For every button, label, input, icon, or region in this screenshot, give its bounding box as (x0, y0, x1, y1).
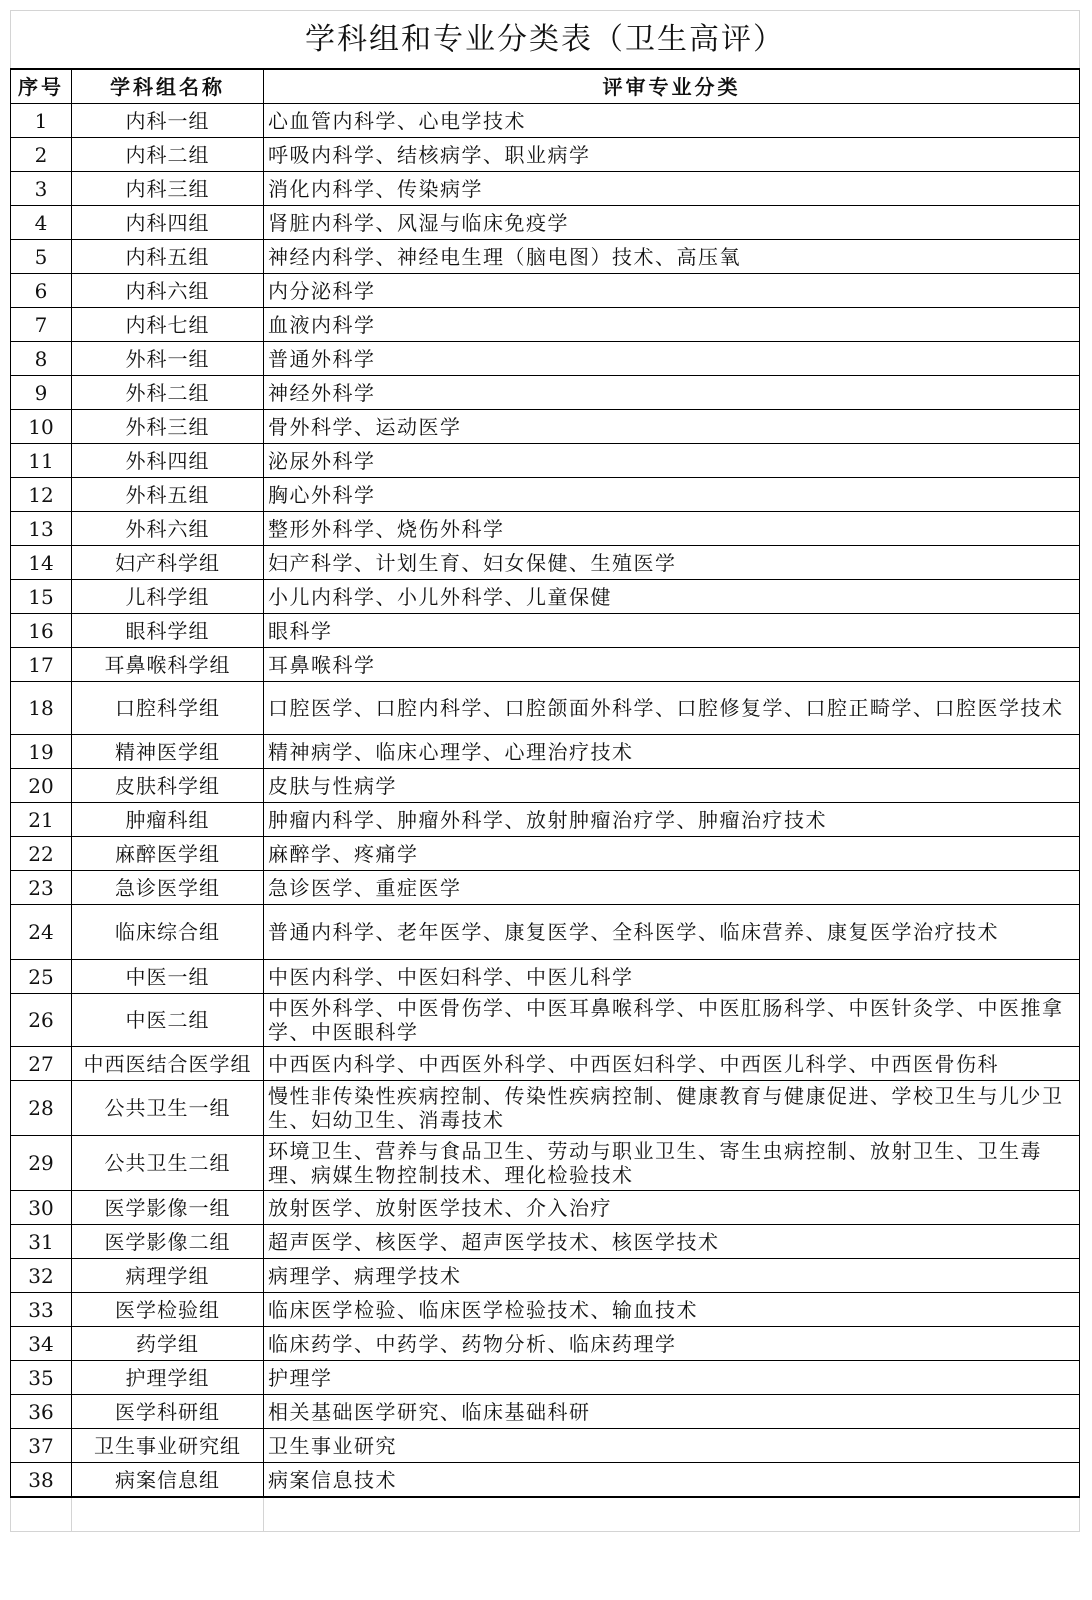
row-number: 1 (11, 104, 72, 138)
row-number: 9 (11, 376, 72, 410)
group-name-cell: 外科一组 (72, 342, 264, 376)
group-name-cell: 公共卫生二组 (72, 1136, 264, 1191)
title-row (11, 11, 1080, 70)
specialty-cell: 麻醉学、疼痛学 (264, 837, 1080, 871)
table-row (11, 1225, 1080, 1259)
table-row (11, 803, 1080, 837)
group-name-cell: 中医二组 (72, 994, 264, 1047)
table-row (11, 1361, 1080, 1395)
table-row (11, 240, 1080, 274)
empty-row (11, 1497, 1080, 1532)
group-name-cell: 内科五组 (72, 240, 264, 274)
specialty-cell: 心血管内科学、心电学技术 (264, 104, 1080, 138)
specialty-cell: 泌尿外科学 (264, 444, 1080, 478)
specialty-cell: 普通外科学 (264, 342, 1080, 376)
table-row (11, 614, 1080, 648)
header-no: 序号 (11, 69, 72, 104)
table-row (11, 682, 1080, 735)
empty-cell (264, 1497, 1080, 1532)
header-spec: 评审专业分类 (264, 69, 1080, 104)
empty-cell (72, 1497, 264, 1532)
group-name-cell: 外科五组 (72, 478, 264, 512)
specialty-cell: 神经外科学 (264, 376, 1080, 410)
specialty-cell: 内分泌科学 (264, 274, 1080, 308)
specialty-cell: 胸心外科学 (264, 478, 1080, 512)
table-row (11, 1259, 1080, 1293)
group-name-cell: 内科二组 (72, 138, 264, 172)
table-row (11, 648, 1080, 682)
row-number: 7 (11, 308, 72, 342)
table-row (11, 580, 1080, 614)
group-name-cell: 医学影像二组 (72, 1225, 264, 1259)
specialty-cell: 整形外科学、烧伤外科学 (264, 512, 1080, 546)
row-number: 29 (11, 1136, 72, 1191)
table-row (11, 104, 1080, 138)
row-number: 30 (11, 1191, 72, 1225)
specialty-cell: 中医内科学、中医妇科学、中医儿科学 (264, 960, 1080, 994)
row-number: 34 (11, 1327, 72, 1361)
row-number: 16 (11, 614, 72, 648)
specialty-cell: 中医外科学、中医骨伤学、中医耳鼻喉科学、中医肛肠科学、中医针灸学、中医推拿学、中医眼科学 (264, 994, 1080, 1047)
row-number: 11 (11, 444, 72, 478)
empty-cell (11, 1497, 72, 1532)
table-row (11, 546, 1080, 580)
row-number: 31 (11, 1225, 72, 1259)
group-name-cell: 病案信息组 (72, 1463, 264, 1498)
row-number: 19 (11, 735, 72, 769)
specialty-cell: 肿瘤内科学、肿瘤外科学、放射肿瘤治疗学、肿瘤治疗技术 (264, 803, 1080, 837)
table-row (11, 308, 1080, 342)
group-name-cell: 内科四组 (72, 206, 264, 240)
specialty-cell: 病案信息技术 (264, 1463, 1080, 1498)
specialty-cell: 慢性非传染性疾病控制、传染性疾病控制、健康教育与健康促进、学校卫生与儿少卫生、妇幼卫生、消毒技术 (264, 1081, 1080, 1136)
row-number: 22 (11, 837, 72, 871)
group-name-cell: 妇产科学组 (72, 546, 264, 580)
table-row (11, 512, 1080, 546)
group-name-cell: 眼科学组 (72, 614, 264, 648)
specialty-cell: 急诊医学、重症医学 (264, 871, 1080, 905)
table-row (11, 138, 1080, 172)
table-row (11, 1081, 1080, 1136)
row-number: 13 (11, 512, 72, 546)
table-row (11, 206, 1080, 240)
row-number: 8 (11, 342, 72, 376)
row-number: 25 (11, 960, 72, 994)
group-name-cell: 医学检验组 (72, 1293, 264, 1327)
row-number: 18 (11, 682, 72, 735)
group-name-cell: 中医一组 (72, 960, 264, 994)
table-row (11, 960, 1080, 994)
table-row (11, 1463, 1080, 1498)
row-number: 12 (11, 478, 72, 512)
specialty-cell: 临床药学、中药学、药物分析、临床药理学 (264, 1327, 1080, 1361)
specialty-cell: 神经内科学、神经电生理（脑电图）技术、高压氧 (264, 240, 1080, 274)
row-number: 5 (11, 240, 72, 274)
specialty-cell: 皮肤与性病学 (264, 769, 1080, 803)
specialty-cell: 临床医学检验、临床医学检验技术、输血技术 (264, 1293, 1080, 1327)
table-row (11, 478, 1080, 512)
row-number: 38 (11, 1463, 72, 1498)
table-row (11, 837, 1080, 871)
table-row (11, 342, 1080, 376)
table-row (11, 1191, 1080, 1225)
row-number: 6 (11, 274, 72, 308)
group-name-cell: 药学组 (72, 1327, 264, 1361)
row-number: 4 (11, 206, 72, 240)
group-name-cell: 皮肤科学组 (72, 769, 264, 803)
specialty-cell: 呼吸内科学、结核病学、职业病学 (264, 138, 1080, 172)
specialty-cell: 精神病学、临床心理学、心理治疗技术 (264, 735, 1080, 769)
group-name-cell: 耳鼻喉科学组 (72, 648, 264, 682)
row-number: 33 (11, 1293, 72, 1327)
specialty-cell: 眼科学 (264, 614, 1080, 648)
table-row (11, 410, 1080, 444)
group-name-cell: 公共卫生一组 (72, 1081, 264, 1136)
group-name-cell: 外科四组 (72, 444, 264, 478)
specialty-cell: 口腔医学、口腔内科学、口腔颌面外科学、口腔修复学、口腔正畸学、口腔医学技术 (264, 682, 1080, 735)
table-row (11, 994, 1080, 1047)
group-name-cell: 内科一组 (72, 104, 264, 138)
specialty-cell: 超声医学、核医学、超声医学技术、核医学技术 (264, 1225, 1080, 1259)
row-number: 27 (11, 1047, 72, 1081)
row-number: 15 (11, 580, 72, 614)
table-row (11, 274, 1080, 308)
group-name-cell: 护理学组 (72, 1361, 264, 1395)
row-number: 20 (11, 769, 72, 803)
group-name-cell: 卫生事业研究组 (72, 1429, 264, 1463)
group-name-cell: 肿瘤科组 (72, 803, 264, 837)
table-row (11, 1327, 1080, 1361)
specialty-cell: 肾脏内科学、风湿与临床免疫学 (264, 206, 1080, 240)
specialty-cell: 卫生事业研究 (264, 1429, 1080, 1463)
table-row (11, 1047, 1080, 1081)
row-number: 23 (11, 871, 72, 905)
row-number: 10 (11, 410, 72, 444)
table-row (11, 905, 1080, 960)
row-number: 2 (11, 138, 72, 172)
specialty-cell: 妇产科学、计划生育、妇女保健、生殖医学 (264, 546, 1080, 580)
specialty-cell: 耳鼻喉科学 (264, 648, 1080, 682)
row-number: 24 (11, 905, 72, 960)
specialty-cell: 相关基础医学研究、临床基础科研 (264, 1395, 1080, 1429)
table-row (11, 871, 1080, 905)
group-name-cell: 内科七组 (72, 308, 264, 342)
row-number: 36 (11, 1395, 72, 1429)
specialty-cell: 血液内科学 (264, 308, 1080, 342)
group-name-cell: 医学影像一组 (72, 1191, 264, 1225)
row-number: 37 (11, 1429, 72, 1463)
row-number: 3 (11, 172, 72, 206)
table-row (11, 1293, 1080, 1327)
group-name-cell: 内科六组 (72, 274, 264, 308)
classification-table (10, 10, 1080, 1532)
specialty-cell: 普通内科学、老年医学、康复医学、全科医学、临床营养、康复医学治疗技术 (264, 905, 1080, 960)
group-name-cell: 外科二组 (72, 376, 264, 410)
table-row (11, 735, 1080, 769)
row-number: 35 (11, 1361, 72, 1395)
group-name-cell: 病理学组 (72, 1259, 264, 1293)
group-name-cell: 内科三组 (72, 172, 264, 206)
specialty-cell: 放射医学、放射医学技术、介入治疗 (264, 1191, 1080, 1225)
table-row (11, 1395, 1080, 1429)
page-title: 学科组和专业分类表（卫生高评） (11, 11, 1080, 70)
specialty-cell: 病理学、病理学技术 (264, 1259, 1080, 1293)
specialty-cell: 护理学 (264, 1361, 1080, 1395)
specialty-cell: 骨外科学、运动医学 (264, 410, 1080, 444)
row-number: 17 (11, 648, 72, 682)
table-row (11, 1136, 1080, 1191)
group-name-cell: 中西医结合医学组 (72, 1047, 264, 1081)
group-name-cell: 口腔科学组 (72, 682, 264, 735)
table-row (11, 1429, 1080, 1463)
row-number: 32 (11, 1259, 72, 1293)
group-name-cell: 外科三组 (72, 410, 264, 444)
table-row (11, 444, 1080, 478)
table-row (11, 769, 1080, 803)
group-name-cell: 麻醉医学组 (72, 837, 264, 871)
specialty-cell: 中西医内科学、中西医外科学、中西医妇科学、中西医儿科学、中西医骨伤科 (264, 1047, 1080, 1081)
group-name-cell: 儿科学组 (72, 580, 264, 614)
specialty-cell: 环境卫生、营养与食品卫生、劳动与职业卫生、寄生虫病控制、放射卫生、卫生毒理、病媒生物控制技术、理化检验技术 (264, 1136, 1080, 1191)
specialty-cell: 小儿内科学、小儿外科学、儿童保健 (264, 580, 1080, 614)
group-name-cell: 外科六组 (72, 512, 264, 546)
row-number: 26 (11, 994, 72, 1047)
row-number: 21 (11, 803, 72, 837)
row-number: 14 (11, 546, 72, 580)
table-row (11, 172, 1080, 206)
specialty-cell: 消化内科学、传染病学 (264, 172, 1080, 206)
header-row (11, 69, 1080, 104)
header-group: 学科组名称 (72, 69, 264, 104)
group-name-cell: 医学科研组 (72, 1395, 264, 1429)
group-name-cell: 精神医学组 (72, 735, 264, 769)
group-name-cell: 急诊医学组 (72, 871, 264, 905)
table-row (11, 376, 1080, 410)
group-name-cell: 临床综合组 (72, 905, 264, 960)
row-number: 28 (11, 1081, 72, 1136)
